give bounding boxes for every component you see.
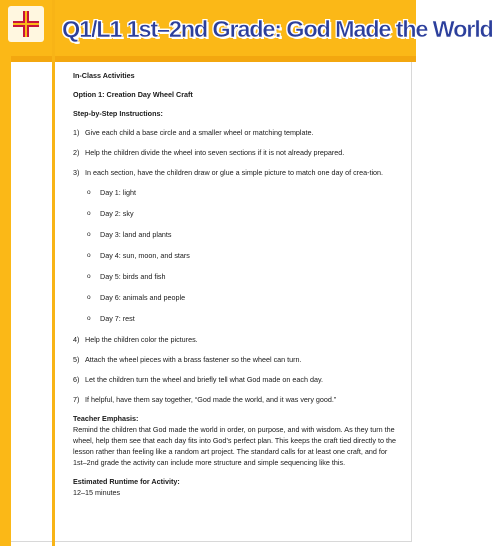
day-label: Day 4: sun, moon, and stars	[100, 251, 190, 260]
step-number: 6)	[73, 375, 80, 384]
list-item	[73, 208, 399, 219]
list-item	[73, 271, 399, 282]
page-title: Q1/L1 1st–2nd Grade: God Made the World	[62, 16, 493, 42]
step-text: Give each child a base circle and a smaller wheel or matching template.	[85, 128, 314, 137]
step-item	[73, 147, 399, 158]
step-text: Help the children color the pictures.	[85, 335, 198, 344]
day-label: Day 5: birds and fish	[100, 272, 166, 281]
runtime-value: 12–15 minutes	[73, 488, 121, 497]
step-text: If helpful, have them say together, “God made the world, and it was very good.”	[85, 395, 337, 404]
day-label: Day 6: animals and people	[100, 293, 186, 302]
list-item	[73, 250, 399, 261]
emphasis-paragraph: Remind the children that God made the world in order, on purpose, and with wisdom. As they turn the wheel, help them see that each day fits into God’s perfect plan. This keeps the craft tied directly to the lesson rather than feeling like a random art project. The standard calls for at least one craft, and for 1st–2nd grade the activity can include more structure and simple sequencing like this.	[73, 425, 396, 467]
bullet-icon: o	[87, 210, 91, 217]
list-item	[73, 313, 399, 324]
emphasis-heading: Teacher Emphasis:	[73, 414, 139, 423]
bullet-icon: o	[87, 252, 91, 259]
bullet-icon: o	[87, 189, 91, 196]
steps-heading: Step-by-Step Instructions:	[73, 109, 163, 118]
step-item	[73, 127, 399, 138]
bullet-icon: o	[87, 231, 91, 238]
header-band-shade	[0, 56, 416, 62]
day-label: Day 2: sky	[100, 209, 134, 218]
step-number: 7)	[73, 395, 80, 404]
section-title: In-Class Activities	[73, 71, 135, 80]
step-text: Let the children turn the wheel and briefly tell what God made on each day.	[85, 375, 323, 384]
list-item	[73, 187, 399, 198]
day-label: Day 3: land and plants	[100, 230, 172, 239]
left-accent-bar	[0, 0, 11, 546]
logo	[8, 6, 44, 42]
option-title: Option 1: Creation Day Wheel Craft	[73, 90, 193, 99]
vertical-accent-rule	[52, 0, 55, 546]
bullet-icon: o	[87, 315, 91, 322]
step-item	[73, 334, 399, 345]
creation-days-list	[73, 187, 399, 324]
list-item	[73, 229, 399, 240]
step-item	[73, 354, 399, 365]
step-text: In each section, have the children draw or glue a simple picture to match one day of crea-tion.	[85, 168, 384, 177]
list-item	[73, 292, 399, 303]
step-number: 4)	[73, 335, 80, 344]
step-text: Help the children divide the wheel into seven sections if it is not already prepared.	[85, 148, 345, 157]
day-label: Day 7: rest	[100, 314, 135, 323]
day-label: Day 1: light	[100, 188, 136, 197]
step-item	[73, 167, 399, 178]
runtime-heading: Estimated Runtime for Activity:	[73, 477, 180, 486]
bullet-icon: o	[87, 273, 91, 280]
step-text: Attach the wheel pieces with a brass fastener so the wheel can turn.	[85, 355, 302, 364]
cross-logo-icon	[12, 10, 40, 38]
bullet-icon: o	[87, 294, 91, 301]
step-number: 1)	[73, 128, 80, 137]
step-item	[73, 374, 399, 385]
step-number: 2)	[73, 148, 80, 157]
step-number: 5)	[73, 355, 80, 364]
document-body	[73, 70, 399, 498]
step-item	[73, 394, 399, 405]
step-number: 3)	[73, 168, 80, 177]
